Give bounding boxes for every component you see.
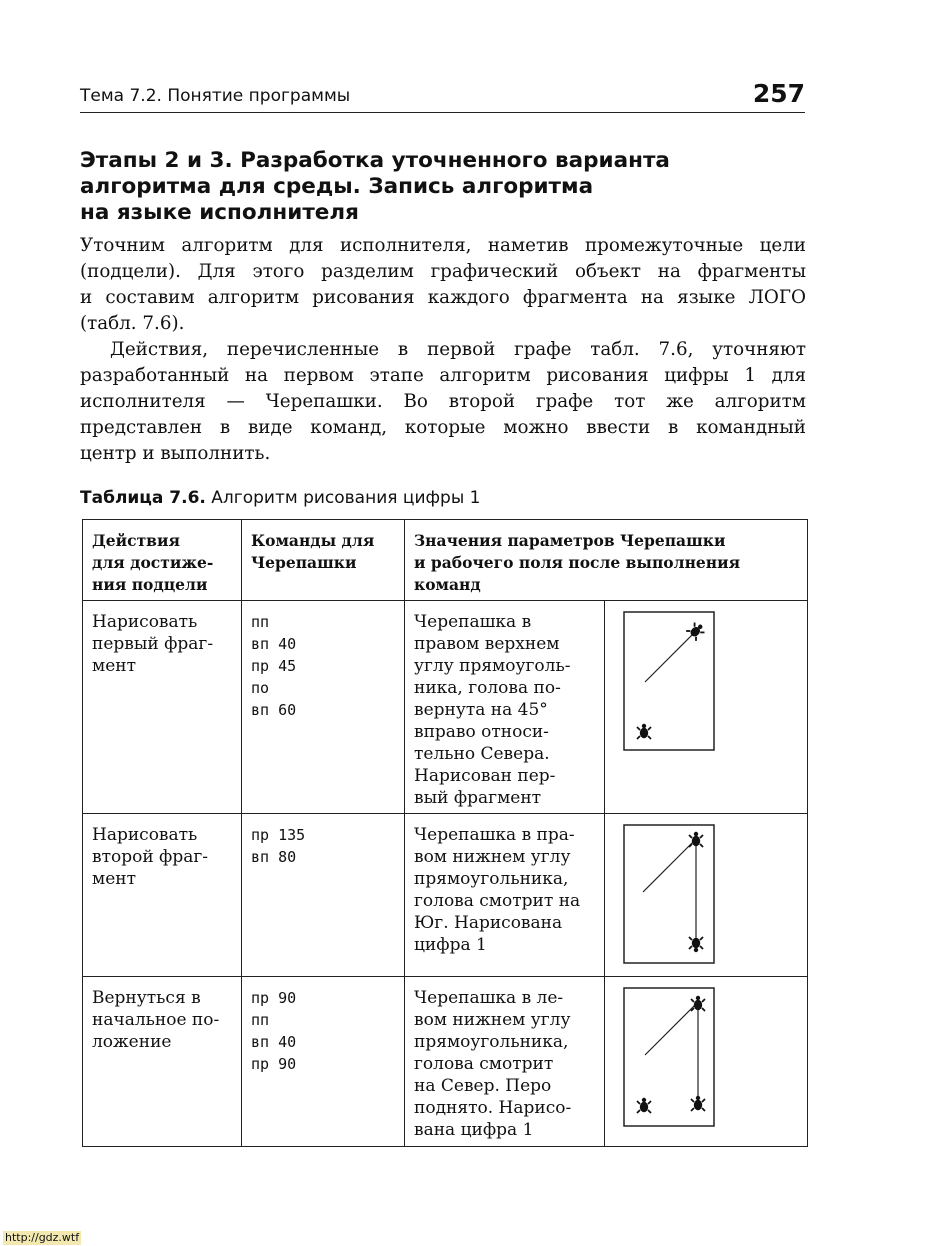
description-line: Черепашка в [414,612,532,632]
action-line: второй фраг- [92,847,209,867]
action-line: мент [92,656,137,676]
description-line: вый фрагмент [414,788,542,808]
paragraph-line: исполнителя — Черепашки. Во второй графе тот же алгоритм [80,391,806,412]
paragraph-line: (табл. 7.6). [80,313,185,334]
description-line: вана цифра 1 [414,1120,534,1140]
action-line: начальное по- [92,1010,220,1030]
paragraph-line: Уточним алгоритм для исполнителя, наметив промежуточные цели [80,235,806,256]
paragraph-actions [80,337,806,467]
header-line: Значения параметров Черепашки [414,531,726,550]
description-line: голова смотрит [414,1054,554,1074]
commands-cell [242,601,405,814]
description-line: Юг. Нарисована [414,913,563,933]
paragraph-line: центр и выполнить. [80,443,271,464]
page-number: 257 [752,79,805,108]
paragraph-line: Действия, перечисленные в первой графе табл. 7.6, уточняют [110,339,806,360]
turtle-start-marker-icon [691,996,705,1011]
paragraph-line: разработанный на первом этапе алгоритм рисования цифры 1 для [80,365,806,386]
heading-line: Этапы 2 и 3. Разработка уточненного варианта [80,148,670,173]
paragraph-line: и составим алгоритм рисования каждого фрагмента на языке ЛОГО [80,287,806,308]
command-line: вп 40 [251,1033,297,1051]
heading-line: на языке исполнителя [80,200,359,225]
commands-cell [242,977,405,1147]
description-line: ника, голова по- [414,678,561,698]
turtle-start-marker-icon [689,832,703,847]
description-line: цифра 1 [414,935,487,955]
description-line: голова смотрит на [414,891,581,911]
description-line: Черепашка в пра- [414,825,575,845]
command-line: пр 90 [251,989,297,1007]
commands-cell [242,814,405,977]
header-line: Черепашки [251,553,357,572]
description-line: прямоугольника, [414,869,569,889]
description-line: поднято. Нарисо- [414,1098,572,1118]
drawn-diagonal-line [643,840,695,892]
turtle-start-icon [637,724,651,739]
turtle-icon [689,937,703,952]
table-caption-label: Таблица 7.6. [80,488,206,508]
description-line: вправо относи- [414,722,549,742]
description-line: Нарисован пер- [414,766,556,786]
running-title: Тема 7.2. Понятие программы [80,86,351,106]
table-header-row [83,520,808,601]
action-line: Вернуться в [92,988,201,1008]
description-cell [405,814,605,977]
turtle-icon [637,1098,651,1113]
turtle-diagram-fragment-1 [623,611,715,751]
header-commands [242,520,405,601]
header-line: команд [414,575,481,594]
command-line: пр 135 [251,826,306,844]
table-row [83,601,808,814]
algorithm-table [82,519,808,1147]
description-line: Черепашка в ле- [414,988,564,1008]
turtle-diagram-fragment-2 [623,824,715,964]
diagram-cell [605,601,808,814]
description-cell [405,601,605,814]
description-line: вом нижнем углу [414,847,571,867]
turtle-end-marker-icon [691,1096,705,1111]
table-caption [80,488,480,508]
action-line: первый фраг- [92,634,214,654]
header-values [405,520,808,601]
running-header [80,78,805,113]
action-cell [83,977,242,1147]
action-line: Нарисовать [92,612,198,632]
table-row [83,814,808,977]
description-line: правом верхнем [414,634,560,654]
diagram-cell [605,977,808,1147]
action-line: ложение [92,1032,172,1052]
description-line: на Север. Перо [414,1076,552,1096]
description-line: прямоугольника, [414,1032,569,1052]
command-line: пр 45 [251,657,297,675]
action-line: Нарисовать [92,825,198,845]
description-line: тельно Севера. [414,744,550,764]
description-line: вом нижнем углу [414,1010,571,1030]
header-line: для достиже- [92,553,214,572]
header-line: ния подцели [92,575,208,594]
table-caption-text: Алгоритм рисования цифры 1 [205,488,481,508]
drawn-diagonal-line [645,631,696,682]
action-cell [83,601,242,814]
command-line: пр 90 [251,1055,297,1073]
description-line: вернута на 45° [414,700,548,720]
command-line: вп 40 [251,635,297,653]
header-line: и рабочего поля после выполнения [414,553,741,572]
command-line: пп [251,613,270,631]
watermark-link[interactable]: http://gdz.wtf [5,1231,80,1244]
table-row [83,977,808,1147]
command-line: по [251,679,270,697]
description-line: углу прямоуголь- [414,656,571,676]
command-line: пп [251,1011,270,1029]
action-cell [83,814,242,977]
action-line: мент [92,869,137,889]
header-line: Команды для [251,531,375,550]
paragraph-line: представлен в виде команд, которые можно ввести в командный [80,417,806,438]
command-line: вп 80 [251,848,297,866]
heading-line: алгоритма для среды. Запись алгоритма [80,174,594,199]
description-cell [405,977,605,1147]
header-actions [83,520,242,601]
section-heading [80,148,800,226]
paragraph-intro [80,233,806,337]
turtle-diagram-fragment-3 [623,987,715,1127]
header-line: Действия [92,531,180,550]
diagram-cell [605,814,808,977]
command-line: вп 60 [251,701,297,719]
paragraph-line: (подцели). Для этого разделим графический объект на фрагменты [80,261,806,282]
drawn-diagonal-line [645,1004,696,1055]
